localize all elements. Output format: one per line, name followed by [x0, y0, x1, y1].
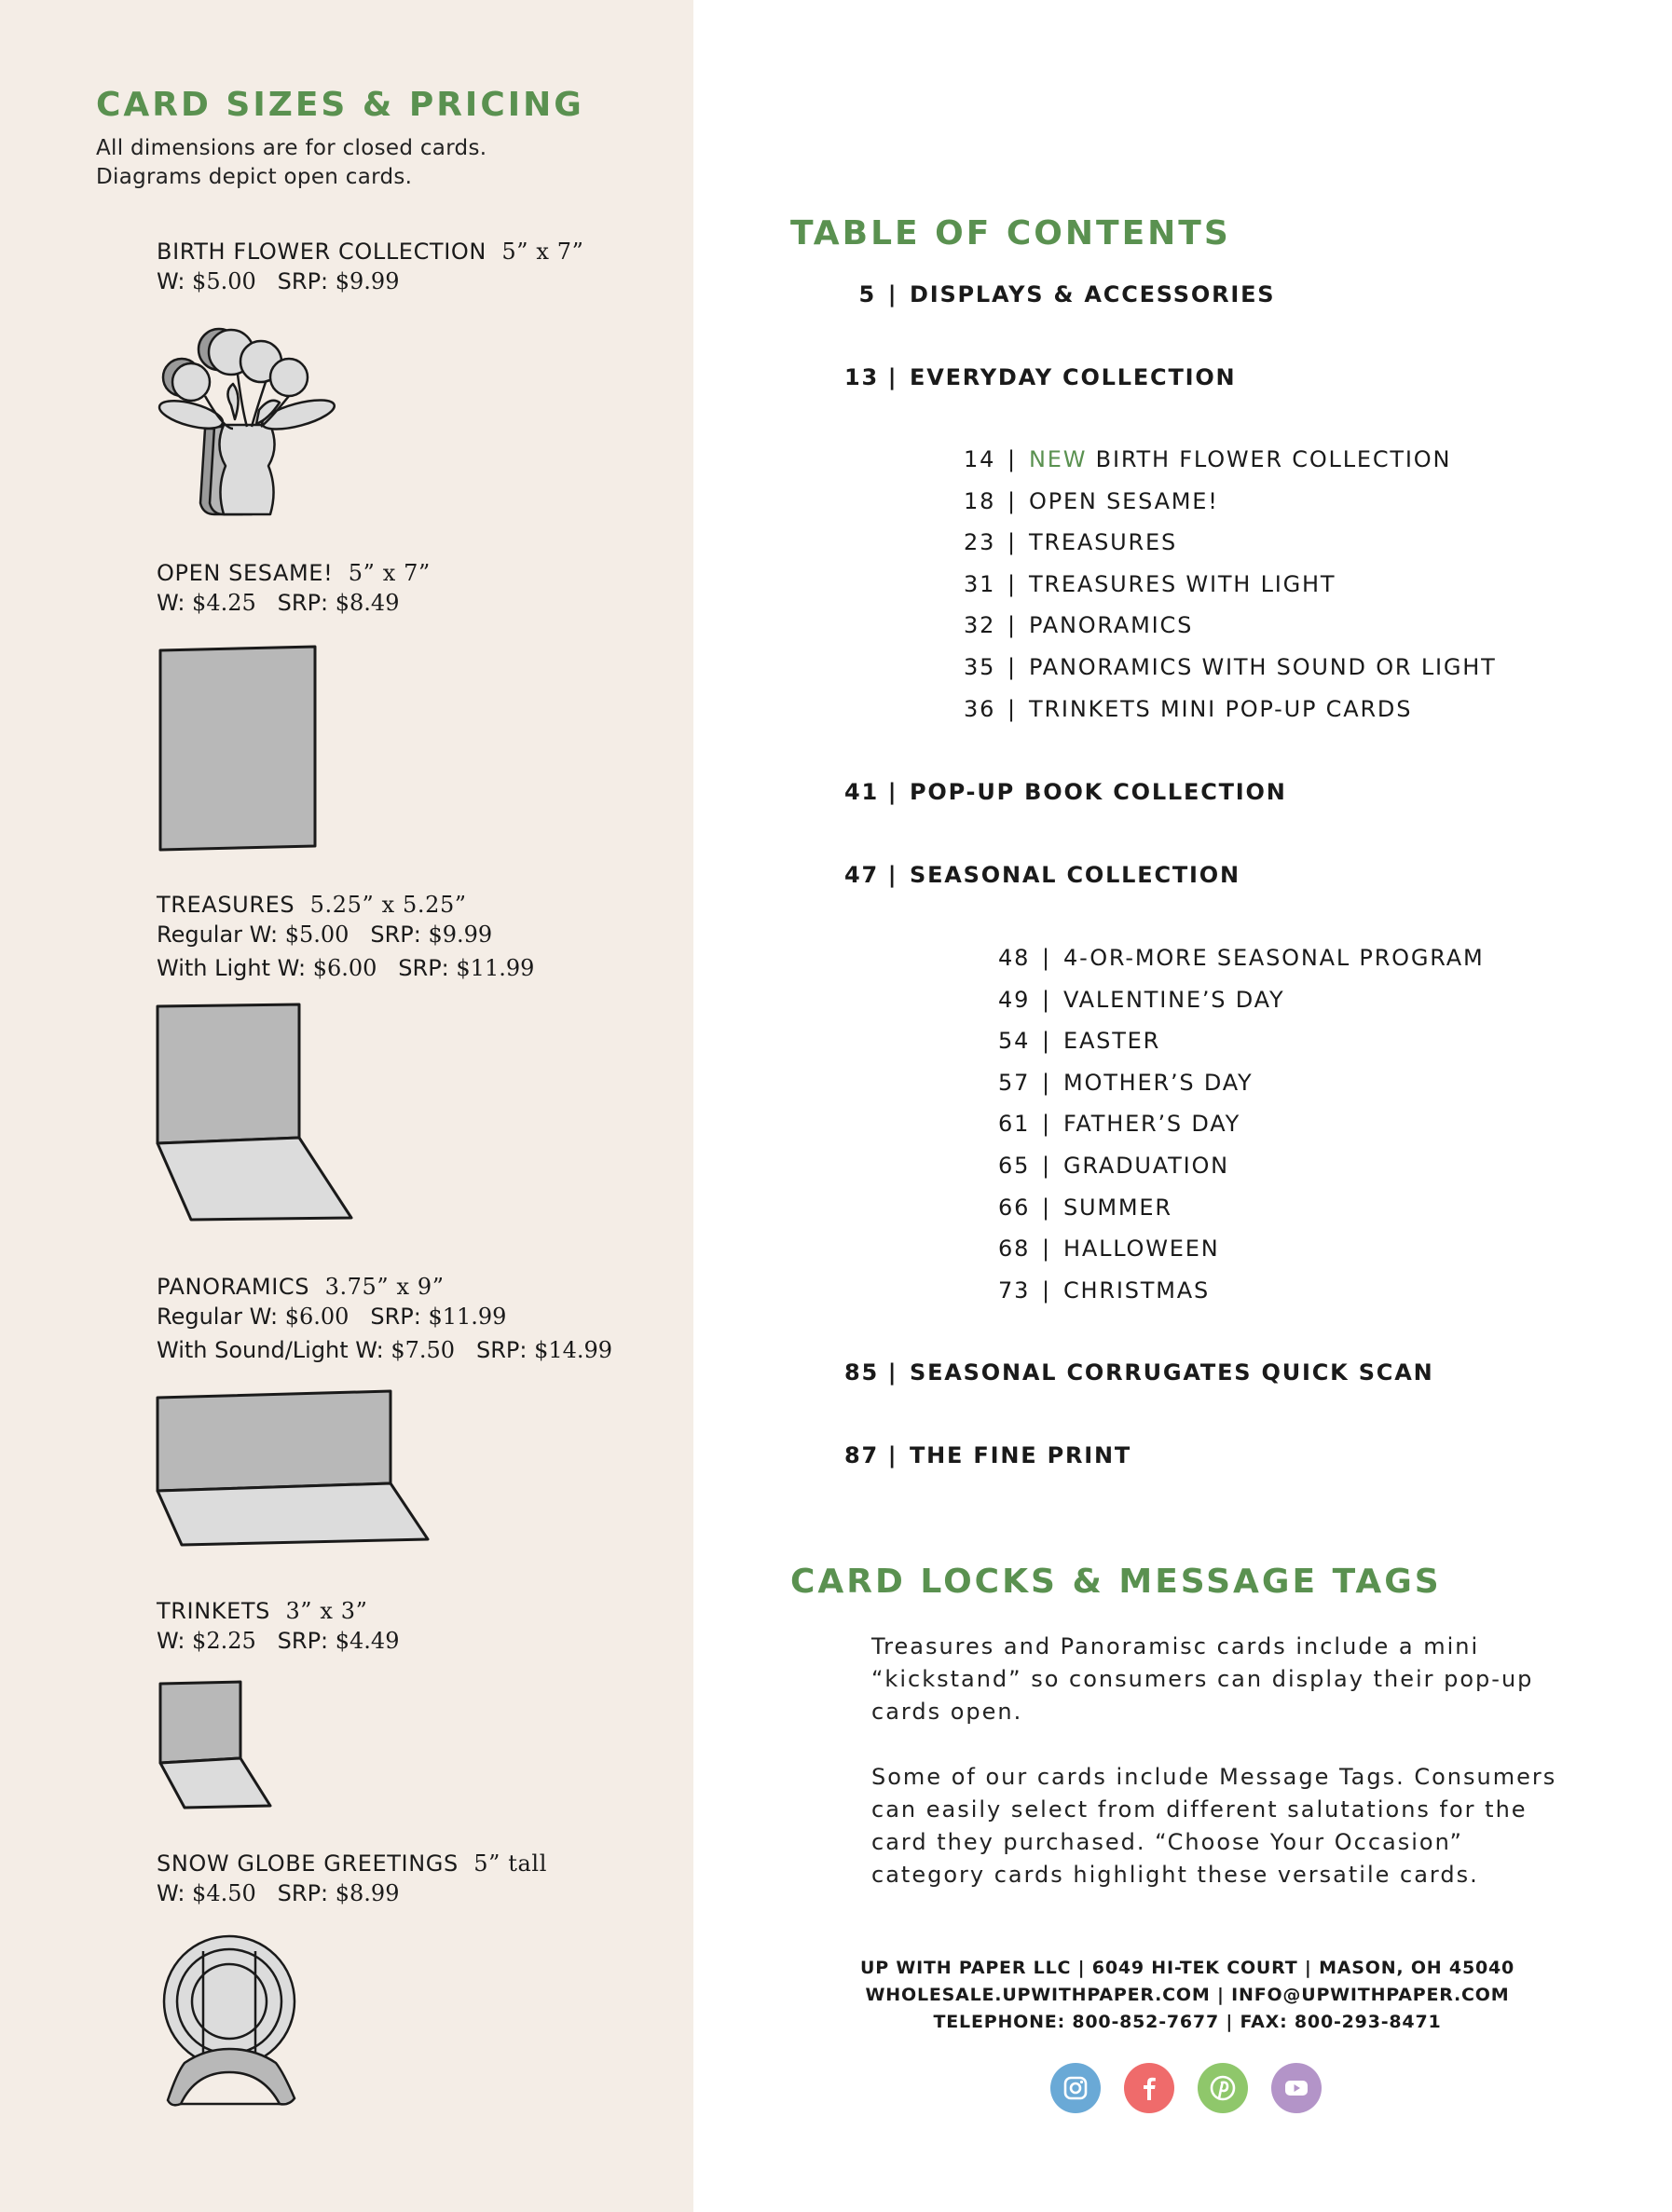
product-name: TRINKETS [157, 1598, 270, 1624]
left-panel [0, 0, 693, 2212]
company-footer [787, 1955, 1588, 2036]
card-sizes-title: CARD SIZES & PRICING [96, 86, 584, 124]
product-name: PANORAMICS [157, 1274, 310, 1300]
toc-sub-entry[interactable]: 49 | VALENTINE’S DAY [998, 986, 1285, 1013]
toc-sub-entry[interactable]: 14 | NEW BIRTH FLOWER COLLECTION [964, 446, 1452, 472]
toc-sub-entry[interactable]: 73 | CHRISTMAS [998, 1277, 1211, 1304]
card-locks-title: CARD LOCKS & MESSAGE TAGS [790, 1563, 1442, 1601]
intro-text [96, 134, 487, 192]
price-line: With Sound/Light W: $7.50 SRP: $14.99 [157, 1337, 613, 1363]
toc-sub-entry[interactable]: 23 | TREASURES [964, 529, 1177, 556]
toc-entry[interactable]: 5 | DISPLAYS & ACCESSORIES [858, 281, 1276, 307]
pinterest-icon[interactable] [1198, 2063, 1248, 2113]
price-line: W: $4.50 SRP: $8.99 [157, 1880, 400, 1906]
toc-sub-entry[interactable]: 31 | TREASURES WITH LIGHT [964, 570, 1336, 597]
toc-sub-entry[interactable]: 68 | HALLOWEEN [998, 1236, 1220, 1263]
open-sesame-diagram [157, 643, 321, 853]
trinkets-diagram [157, 1679, 274, 1809]
price-line: W: $2.25 SRP: $4.49 [157, 1628, 400, 1654]
product-trinkets [157, 1598, 399, 1658]
product-name: OPEN SESAME! [157, 560, 334, 586]
toc-entry[interactable]: 13 | EVERYDAY COLLECTION [844, 364, 1237, 390]
everyday-sub-list [964, 446, 1497, 737]
product-snow-globe [157, 1850, 547, 1910]
toc-sub-entry[interactable]: 66 | SUMMER [998, 1194, 1172, 1221]
toc-sub-entry[interactable]: 36 | TRINKETS MINI POP-UP CARDS [964, 695, 1413, 722]
intro-line: All dimensions are for closed cards. [96, 136, 487, 160]
card-locks-paragraph-1: Treasures and Panoramisc cards include a mini “kickstand” so consumers can display their pop-up cards open. [871, 1633, 1534, 1725]
intro-line: Diagrams depict open cards. [96, 165, 413, 189]
price-line: Regular W: $6.00 SRP: $11.99 [157, 1304, 507, 1330]
toc-sub-entry[interactable]: 32 | PANORAMICS [964, 612, 1194, 639]
toc-entry[interactable]: 87 | THE FINE PRINT [844, 1442, 1132, 1468]
toc-sub-entry[interactable]: 61 | FATHER’S DAY [998, 1111, 1241, 1138]
price-line: Regular W: $5.00 SRP: $9.99 [157, 922, 493, 948]
product-treasures [157, 892, 534, 985]
toc-sub-entry[interactable]: 18 | OPEN SESAME! [964, 487, 1219, 514]
card-locks-paragraph-2: Some of our cards include Message Tags. Consumers can easily select from different salutations for the card they purchased. “Choose Your Occasion” category cards highlight these versatile cards. [871, 1764, 1557, 1888]
product-panoramics [157, 1274, 612, 1367]
product-name: SNOW GLOBE GREETINGS [157, 1850, 459, 1877]
price-line: With Light W: $6.00 SRP: $11.99 [157, 955, 535, 981]
toc-sub-entry[interactable]: 54 | EASTER [998, 1028, 1161, 1055]
footer-address: UP WITH PAPER LLC | 6049 HI-TEK COURT | MASON, OH 45040 [859, 1958, 1515, 1978]
product-size: 5” tall [473, 1850, 547, 1877]
toc-title: TABLE OF CONTENTS [790, 214, 1231, 253]
toc-sub-entry[interactable]: 65 | GRADUATION [998, 1152, 1229, 1179]
facebook-icon[interactable] [1124, 2063, 1174, 2113]
product-size: 3.75” x 9” [324, 1274, 445, 1300]
youtube-icon[interactable] [1271, 2063, 1322, 2113]
price-line: W: $5.00 SRP: $9.99 [157, 268, 400, 294]
treasures-diagram [154, 1002, 355, 1223]
product-name: BIRTH FLOWER COLLECTION [157, 239, 487, 265]
seasonal-sub-list [998, 945, 1485, 1318]
instagram-icon[interactable] [1050, 2063, 1101, 2113]
toc-sub-entry[interactable]: 48 | 4-OR-MORE SEASONAL PROGRAM [998, 945, 1485, 971]
product-size: 3” x 3” [285, 1598, 368, 1624]
panoramics-diagram [154, 1388, 432, 1549]
product-size: 5.25” x 5.25” [309, 892, 467, 918]
price-line: W: $4.25 SRP: $8.49 [157, 590, 400, 616]
product-size: 5” x 7” [501, 239, 584, 265]
new-badge: NEW [1029, 446, 1088, 472]
snow-globe-diagram [158, 1932, 308, 2110]
toc-entry[interactable]: 47 | SEASONAL COLLECTION [844, 862, 1240, 888]
footer-phone-fax: TELEPHONE: 800-852-7677 | FAX: 800-293-8471 [933, 2012, 1442, 2032]
birth-flower-diagram [149, 317, 336, 524]
product-size: 5” x 7” [348, 560, 431, 586]
product-birth-flower [157, 239, 583, 298]
toc-sub-entry[interactable]: 35 | PANORAMICS WITH SOUND OR LIGHT [964, 653, 1497, 680]
toc-sub-entry[interactable]: 57 | MOTHER’S DAY [998, 1069, 1254, 1096]
footer-web-email[interactable]: WHOLESALE.UPWITHPAPER.COM | INFO@UPWITHPAPER.COM [865, 1985, 1510, 2005]
right-panel [693, 0, 1672, 2212]
toc-entry[interactable]: 41 | POP-UP BOOK COLLECTION [844, 779, 1287, 805]
toc-entry[interactable]: 85 | SEASONAL CORRUGATES QUICK SCAN [844, 1359, 1434, 1386]
product-name: TREASURES [157, 892, 295, 918]
product-open-sesame [157, 560, 431, 620]
